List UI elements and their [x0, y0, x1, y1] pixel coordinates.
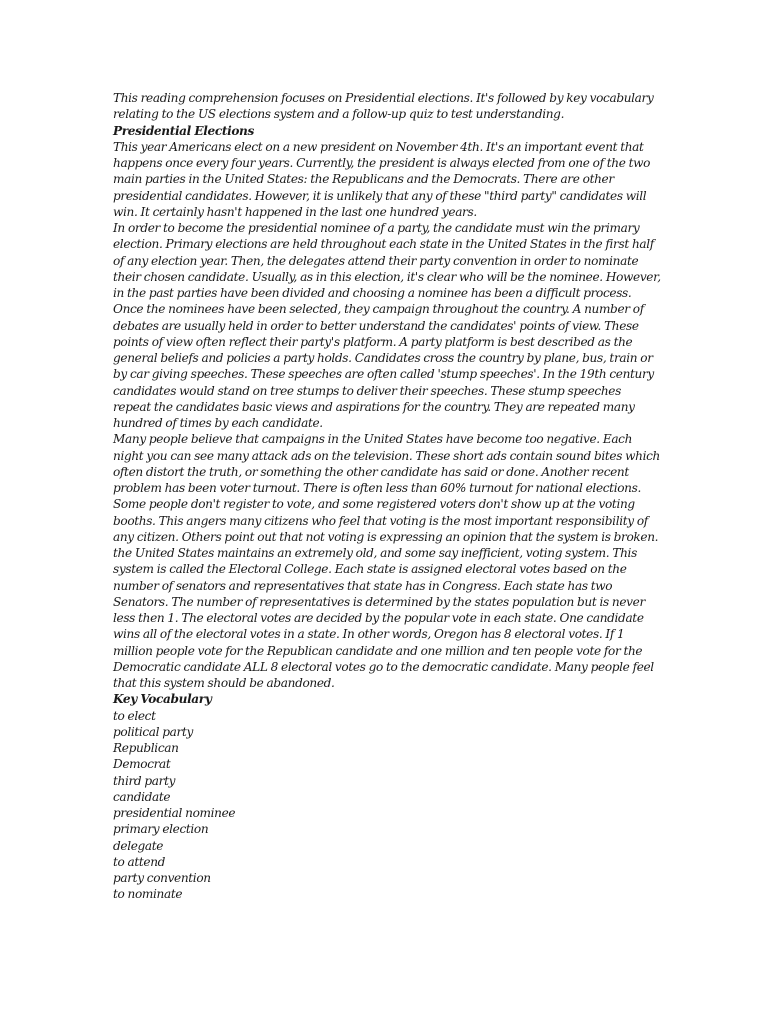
- vocab-item: to nominate: [113, 887, 183, 902]
- vocab-item: candidate: [113, 789, 171, 804]
- vocab-item: political party: [113, 724, 193, 739]
- vocab-item: Democrat: [113, 757, 171, 772]
- intro-text: This reading comprehension focuses on Presidential elections. It's followed by key vocabulary relating to the US elections system and a follow-up quiz to test understanding.: [113, 91, 654, 122]
- paragraph-primaries-and-campaign: In order to become the presidential nominee of a party, the candidate must win the primary election. Primary elections are held throughout each state in the United States in the first half of any election year. Then, the delegates attend their party convention in order to nominate their chosen candidate. Usually, as in this election, it's clear who will be the nominee. However, in the past parties have been divided and choosing a nominee has been a difficult process. Once the nominees have been selected, they campaign throughout the country. A number of debates are usually held in order to better understand the candidates' points of view. These points of view often reflect their party's platform. A party platform is best described as the general beliefs and policies a party holds. Candidates cross the country by plane, bus, train or by car giving speeches. These speeches are often called 'stump speeches'. In the 19th century candidates would stand on tree stumps to deliver their speeches. These stump speeches repeat the candidates basic views and aspirations for the country. They are repeated many hundred of times by each candidate.: [113, 221, 661, 430]
- vocab-item: party convention: [113, 871, 211, 885]
- vocab-item: presidential nominee: [113, 806, 236, 820]
- article-title: Presidential Elections: [113, 123, 254, 138]
- vocabulary-heading: Key Vocabulary: [113, 692, 212, 707]
- vocab-item: third party: [113, 773, 176, 788]
- vocab-item: delegate: [113, 838, 164, 853]
- vocabulary-list: [113, 708, 661, 903]
- vocab-item: Republican: [113, 741, 179, 755]
- vocab-item: primary election: [113, 822, 209, 837]
- paragraph-negative-campaigns-electoral-college: Many people believe that campaigns in the United States have become too negative. Each night you can see many attack ads on the television. These short ads contain sound bites which often distort the truth, or something the other candidate has said or done. Another recent problem has been voter turnout. There is often less than 60% turnout for national elections. Some people don't register to vote, and some registered voters don't show up at the voting booths. This angers many citizens who feel that voting is the most important responsibility of any citizen. Others point out that not voting is expressing an opinion that the system is broken. the United States maintains an extremely old, and some say inefficient, voting system. This system is called the Electoral College. Each state is assigned electoral votes based on the number of senators and representatives that state has in Congress. Each state has two Senators. The number of representatives is determined by the states population but is never less then 1. The electoral votes are decided by the popular vote in each state. One candidate wins all of the electoral votes in a state. In other words, Oregon has 8 electoral votes. If 1 million people vote for the Republican candidate and one million and ten people vote for the Democratic candidate ALL 8 electoral votes go to the democratic candidate. Many people feel that this system should be abandoned.: [113, 432, 660, 690]
- paragraph-election-overview: This year Americans elect on a new president on November 4th. It's an important event that happens once every four years. Currently, the president is always elected from one of the two main parties in the United States: the Republicans and the Democrats. There are other presidential candidates. However, it is unlikely that any of these "third party" candidates will win. It certainly hasn't happened in the last one hundred years.: [113, 139, 651, 219]
- vocab-item: to elect: [113, 708, 156, 723]
- vocab-item: to attend: [113, 854, 166, 869]
- document-page: [113, 90, 661, 903]
